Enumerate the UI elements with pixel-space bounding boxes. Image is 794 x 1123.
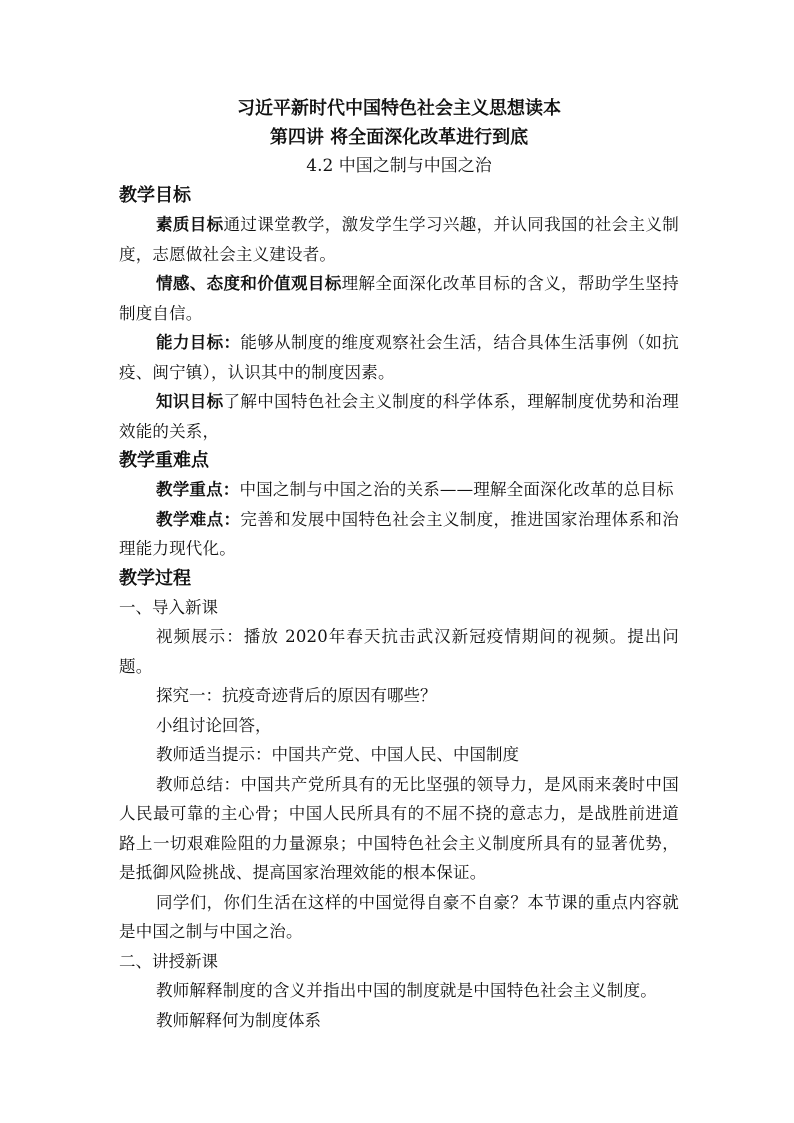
teacher-summary: 教师总结：中国共产党所具有的无比坚强的领导力，是风雨来袭时中国人民最可靠的主心骨；中国人民所具有的不屈不挠的意志力，是战胜前进道路上一切艰难险阻的力量源泉；中国特色社会主义制度所具有的显著优势，是抵御风险挑战、提高国家治理效能的根本保证。 [119, 774, 679, 882]
explore-question: 探究一：抗疫奇迹背后的原因有哪些？ [156, 686, 437, 705]
objective-label: 知识目标 [156, 392, 224, 411]
section2-title: 二、讲授新课 [119, 951, 218, 971]
lecture-title: 第四讲 将全面深化改革进行到底 [269, 127, 529, 148]
section1-title: 一、导入新课 [119, 597, 218, 617]
objective-quality [119, 210, 679, 269]
objective-text: 理解全面深化改革目标的含义，帮助学生坚持制度自信。 [119, 274, 680, 323]
teacher-hint: 教师适当提示：中国共产党、中国人民、中国制度 [156, 745, 519, 764]
key-point-text: 完善和发展中国特色社会主义制度，推进国家治理体系和治理能力现代化。 [119, 509, 680, 558]
objective-emotion [119, 269, 679, 328]
document-title: 习近平新时代中国特色社会主义思想读本 [237, 98, 561, 119]
objective-text: 能够从制度的维度观察社会生活，结合具体生活事例（如抗疫、闽宁镇），认识其中的制度因素。 [119, 333, 680, 382]
key-points-heading: 教学重难点 [119, 450, 209, 471]
key-point-text: 中国之制与中国之治的关系——理解全面深化改革的总目标 [239, 480, 674, 499]
objective-text: 通过课堂教学，激发学生学习兴趣，并认同我国的社会主义制度，志愿做社会主义建设者。 [119, 215, 679, 264]
objective-label: 能力目标： [156, 333, 241, 352]
section-subtitle: 4.2 中国之制与中国之治 [306, 156, 492, 176]
process-heading: 教学过程 [119, 567, 191, 589]
key-point-label: 教学重点： [156, 480, 240, 499]
objective-knowledge [119, 387, 679, 446]
explain-system-structure: 教师解释何为制度体系 [156, 1010, 321, 1030]
pride-question: 同学们，你们生活在这样的中国觉得自豪不自豪？本节课的重点内容就是中国之制与中国之治。 [119, 892, 679, 941]
key-point-focus [119, 475, 679, 505]
objective-label: 素质目标 [156, 215, 224, 234]
key-point-difficulty [119, 505, 679, 564]
explain-system: 教师解释制度的含义并指出中国的制度就是中国特色社会主义制度。 [156, 981, 657, 1000]
document-content [119, 94, 679, 1035]
objective-ability [119, 328, 679, 387]
key-point-label: 教学难点： [156, 509, 241, 529]
objectives-heading: 教学目标 [119, 185, 191, 206]
objective-label: 情感、态度和价值观目标 [156, 274, 342, 293]
objective-text: 了解中国特色社会主义制度的科学体系，理解制度优势和治理效能的关系， [119, 392, 679, 441]
group-discussion: 小组讨论回答， [156, 715, 272, 735]
video-paragraph: 视频展示：播放 2020年春天抗击武汉新冠疫情期间的视频。提出问题。 [119, 627, 679, 676]
